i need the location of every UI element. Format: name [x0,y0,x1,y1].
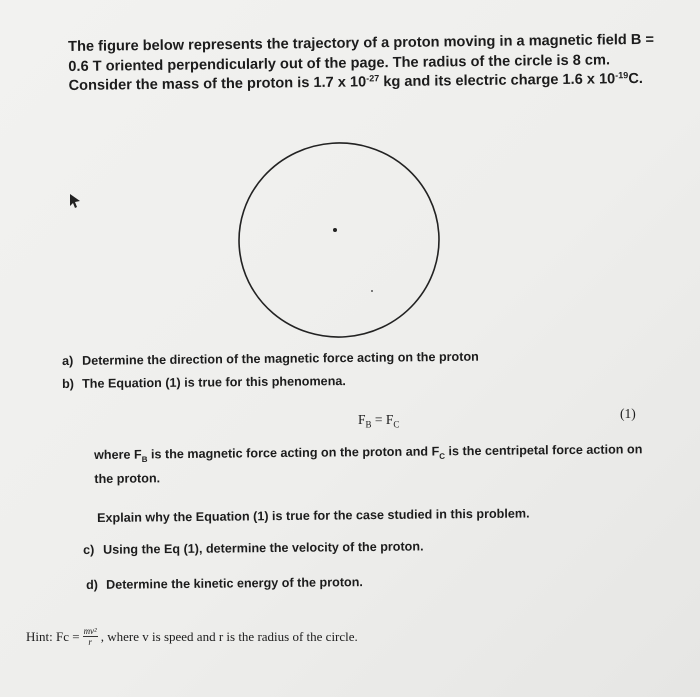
where-paragraph: where $F_B$ is the magnetic force acting on the proton and $F_C$ is the centripetal force action on the proton. [94,442,643,486]
problem-statement: The figure below represents the trajectory of a proton moving in a magnetic field B = 0.6 T oriented perpendicularly out of the page. The radius of the circle is 8 cm. Consider the mass of the proton is 1.7 x $10^{-27}$ kg and its electric charge 1.6 x $10^{-19}C$. [68,31,655,94]
equation-number: (1) [620,406,636,421]
cursor-arrow-icon [70,194,80,208]
question-c: c) Using the Eq (1), determine the velocity of the proton. [83,539,424,557]
hint-line: Hint: Fc = $\frac{\text{mv²}}{r}$ , where v is speed and r is the radius of the circle. [26,626,358,647]
proton-trajectory-circle [232,136,445,343]
trajectory-point-dot [371,290,373,292]
explain-instruction: Explain why the Equation (1) is true for the case studied in this problem. [97,506,530,525]
hint-fraction: $\frac{\text{mv²}}{r}$ [83,626,97,647]
charge-exponent: -19 [615,70,629,81]
question-a: a) Determine the direction of the magnetic force acting on the proton [62,349,479,368]
equation-1: $F_B = F_C$ [358,412,400,430]
question-b: b) The Equation (1) is true for this phenomena. [62,374,346,391]
circle-center-dot [333,228,337,232]
mass-exponent: -27 [366,73,380,84]
question-d: d) Determine the kinetic energy of the proton. [86,575,363,592]
